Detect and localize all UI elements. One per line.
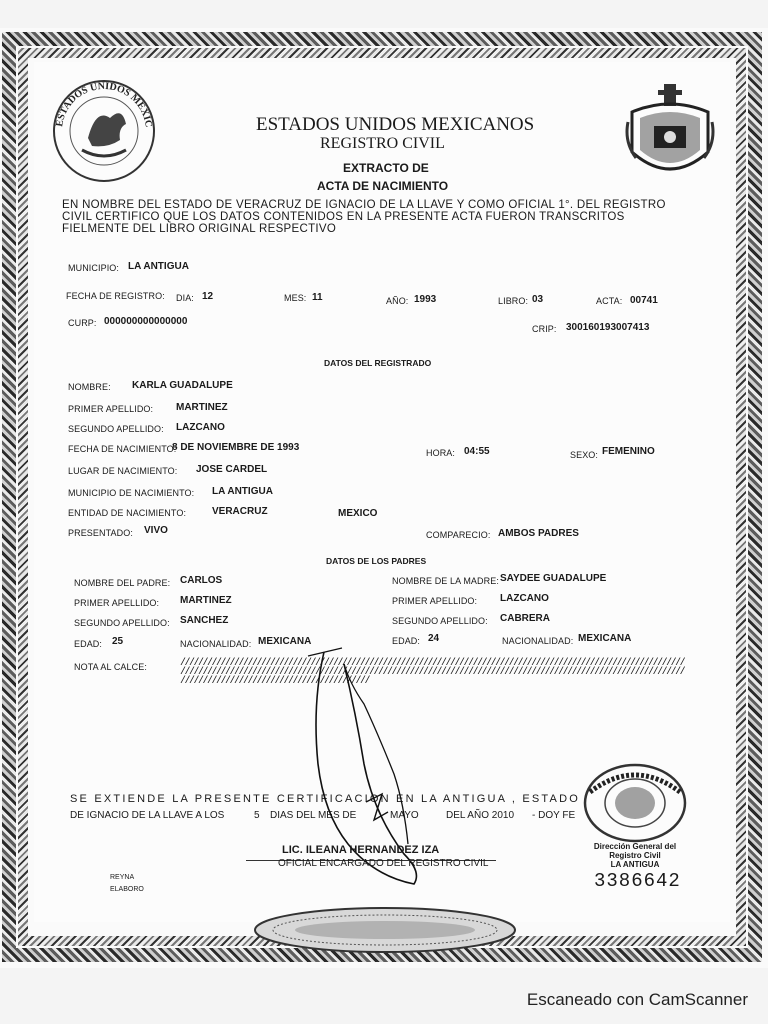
padre-nacionalidad-label: NACIONALIDAD: [180, 639, 252, 649]
folio-number: 3386642 [594, 870, 681, 892]
intro-line1: EN NOMBRE DEL ESTADO DE VERACRUZ DE IGNACIO DE LA LLAVE Y COMO OFICIAL 1°. DEL REGISTRO [62, 199, 666, 211]
official-stamp-icon [580, 762, 690, 849]
entidad-nacimiento-label: ENTIDAD DE NACIMIENTO: [68, 508, 187, 518]
anio-value: 1993 [414, 294, 437, 305]
fecha-nacimiento-label: FECHA DE NACIMIENTO: [68, 444, 177, 454]
nota-line3: ////////////////////////////////////////// [180, 676, 370, 687]
certificacion-line2d: - DOY FE [532, 810, 576, 821]
hora-value: 04:55 [464, 446, 490, 457]
padre-segundo-apellido-value: SANCHEZ [180, 615, 229, 626]
crip-label: CRIP: [532, 324, 557, 334]
madre-nacionalidad-value: MEXICANA [578, 633, 632, 644]
bottom-ornament-icon [250, 904, 520, 961]
presentado-label: PRESENTADO: [68, 528, 133, 538]
curp-label: CURP: [68, 318, 97, 328]
padre-primer-apellido-label: PRIMER APELLIDO: [74, 598, 160, 608]
madre-segundo-apellido-value: CABRERA [500, 613, 550, 624]
certificate-sheet [34, 62, 730, 922]
madre-primer-apellido-label: PRIMER APELLIDO: [392, 596, 478, 606]
document-type-line2: ACTA DE NACIMIENTO [317, 179, 449, 193]
hora-label: HORA: [426, 448, 456, 458]
curp-value: 000000000000000 [104, 316, 188, 327]
madre-nacionalidad-label: NACIONALIDAD: [502, 636, 574, 646]
sexo-value: FEMENINO [602, 446, 655, 457]
mes-label: MES: [284, 293, 307, 303]
comparecio-value: AMBOS PADRES [498, 528, 579, 539]
document-type-line1: EXTRACTO DE [343, 161, 429, 175]
registry-title: REGISTRO CIVIL [320, 135, 445, 152]
padre-edad-label: EDAD: [74, 639, 103, 649]
madre-nombre-label: NOMBRE DE LA MADRE: [392, 576, 499, 586]
intro-line3: FIELMENTE DEL LIBRO ORIGINAL RESPECTIVO [62, 223, 337, 235]
dia-value: 12 [202, 291, 214, 302]
national-seal-icon [48, 78, 160, 189]
segundo-apellido-value: LAZCANO [176, 422, 225, 433]
certificacion-line2a: DE IGNACIO DE LA LLAVE A LOS [70, 810, 225, 821]
certificacion-line2c: DEL AÑO 2010 [446, 810, 515, 821]
municipio-nacimiento-value: LA ANTIGUA [212, 486, 273, 497]
nota-line1: //////////////////////////////////////////////////////////////////////////////////////////////////////////////// [180, 658, 685, 669]
padre-nombre-label: NOMBRE DEL PADRE: [74, 578, 171, 588]
madre-primer-apellido-value: LAZCANO [500, 593, 549, 604]
primer-apellido-value: MARTINEZ [176, 402, 228, 413]
elaboro-text: ELABORO [110, 886, 144, 893]
presentado-value: VIVO [144, 525, 168, 536]
municipio-value: LA ANTIGUA [128, 261, 189, 272]
libro-label: LIBRO: [498, 296, 529, 306]
padre-edad-value: 25 [112, 636, 124, 647]
entidad-nacimiento-value: VERACRUZ [212, 506, 268, 517]
libro-value: 03 [532, 294, 544, 305]
acta-label: ACTA: [596, 296, 623, 306]
padres-section-title: DATOS DE LOS PADRES [326, 556, 427, 566]
pais-value: MEXICO [338, 508, 378, 519]
handwritten-signature [304, 644, 454, 909]
padre-primer-apellido-value: MARTINEZ [180, 595, 232, 606]
madre-nombre-value: SAYDEE GUADALUPE [500, 573, 607, 584]
state-emblem-icon [624, 82, 716, 195]
intro-line2: CIVIL CERTIFICO QUE LOS DATOS CONTENIDOS EN LA PRESENTE ACTA FUERON TRANSCRITOS [62, 211, 625, 223]
fecha-registro-label: FECHA DE REGISTRO: [66, 291, 165, 301]
crip-value: 300160193007413 [566, 322, 650, 333]
padre-nombre-value: CARLOS [180, 575, 223, 586]
lugar-nacimiento-label: LUGAR DE NACIMIENTO: [68, 466, 178, 476]
anio-label: AÑO: [386, 296, 409, 306]
madre-segundo-apellido-label: SEGUNDO APELLIDO: [392, 616, 488, 626]
registrado-section-title: DATOS DEL REGISTRADO [324, 358, 432, 368]
lugar-nacimiento-value: JOSE CARDEL [196, 464, 268, 475]
stamp-text [582, 842, 688, 869]
acta-value: 00741 [630, 295, 658, 306]
reyna-text: REYNA [110, 874, 135, 881]
madre-edad-label: EDAD: [392, 636, 421, 646]
sexo-label: SEXO: [570, 450, 599, 460]
camscanner-watermark: Escaneado con CamScanner [526, 990, 748, 1009]
municipio-nacimiento-label: MUNICIPIO DE NACIMIENTO: [68, 488, 195, 498]
firma-nombre: LIC. ILEANA HERNANDEZ IZA [282, 844, 440, 856]
stamp-line2: Registro Civil [609, 851, 661, 860]
segundo-apellido-label: SEGUNDO APELLIDO: [68, 424, 164, 434]
certificacion-line2b: DIAS DEL MES DE [270, 810, 357, 821]
comparecio-label: COMPARECIO: [426, 530, 491, 540]
padre-nacionalidad-value: MEXICANA [258, 636, 312, 647]
mes-value: 11 [312, 292, 323, 303]
firma-cargo: OFICIAL ENCARGADO DEL REGISTRO CIVIL [278, 858, 489, 869]
primer-apellido-label: PRIMER APELLIDO: [68, 404, 154, 414]
seal-left-text: ESTADOS UNIDOS MEXIC [54, 80, 154, 129]
country-title: ESTADOS UNIDOS MEXICANOS [256, 114, 535, 135]
certificacion-dias: 5 [254, 810, 260, 821]
padre-segundo-apellido-label: SEGUNDO APELLIDO: [74, 618, 170, 628]
fecha-nacimiento-value: 8 DE NOVIEMBRE DE 1993 [172, 442, 300, 453]
nombre-label: NOMBRE: [68, 382, 111, 392]
certificacion-mes: MAYO [390, 810, 419, 821]
nota-calce-label: NOTA AL CALCE: [74, 662, 147, 672]
municipio-label: MUNICIPIO: [68, 263, 120, 273]
stamp-line1: Dirección General del [593, 842, 677, 851]
madre-edad-value: 24 [428, 633, 440, 644]
stamp-line3: LA ANTIGUA [610, 860, 660, 869]
certificacion-line1: SE EXTIENDE LA PRESENTE CERTIFICACION EN LA ANTIGUA , ESTADO [70, 793, 580, 805]
dia-label: DIA: [176, 293, 194, 303]
nota-line2: //////////////////////////////////////////////////////////////////////////////////////////////////////////////// [180, 667, 685, 678]
nombre-value: KARLA GUADALUPE [132, 380, 233, 391]
